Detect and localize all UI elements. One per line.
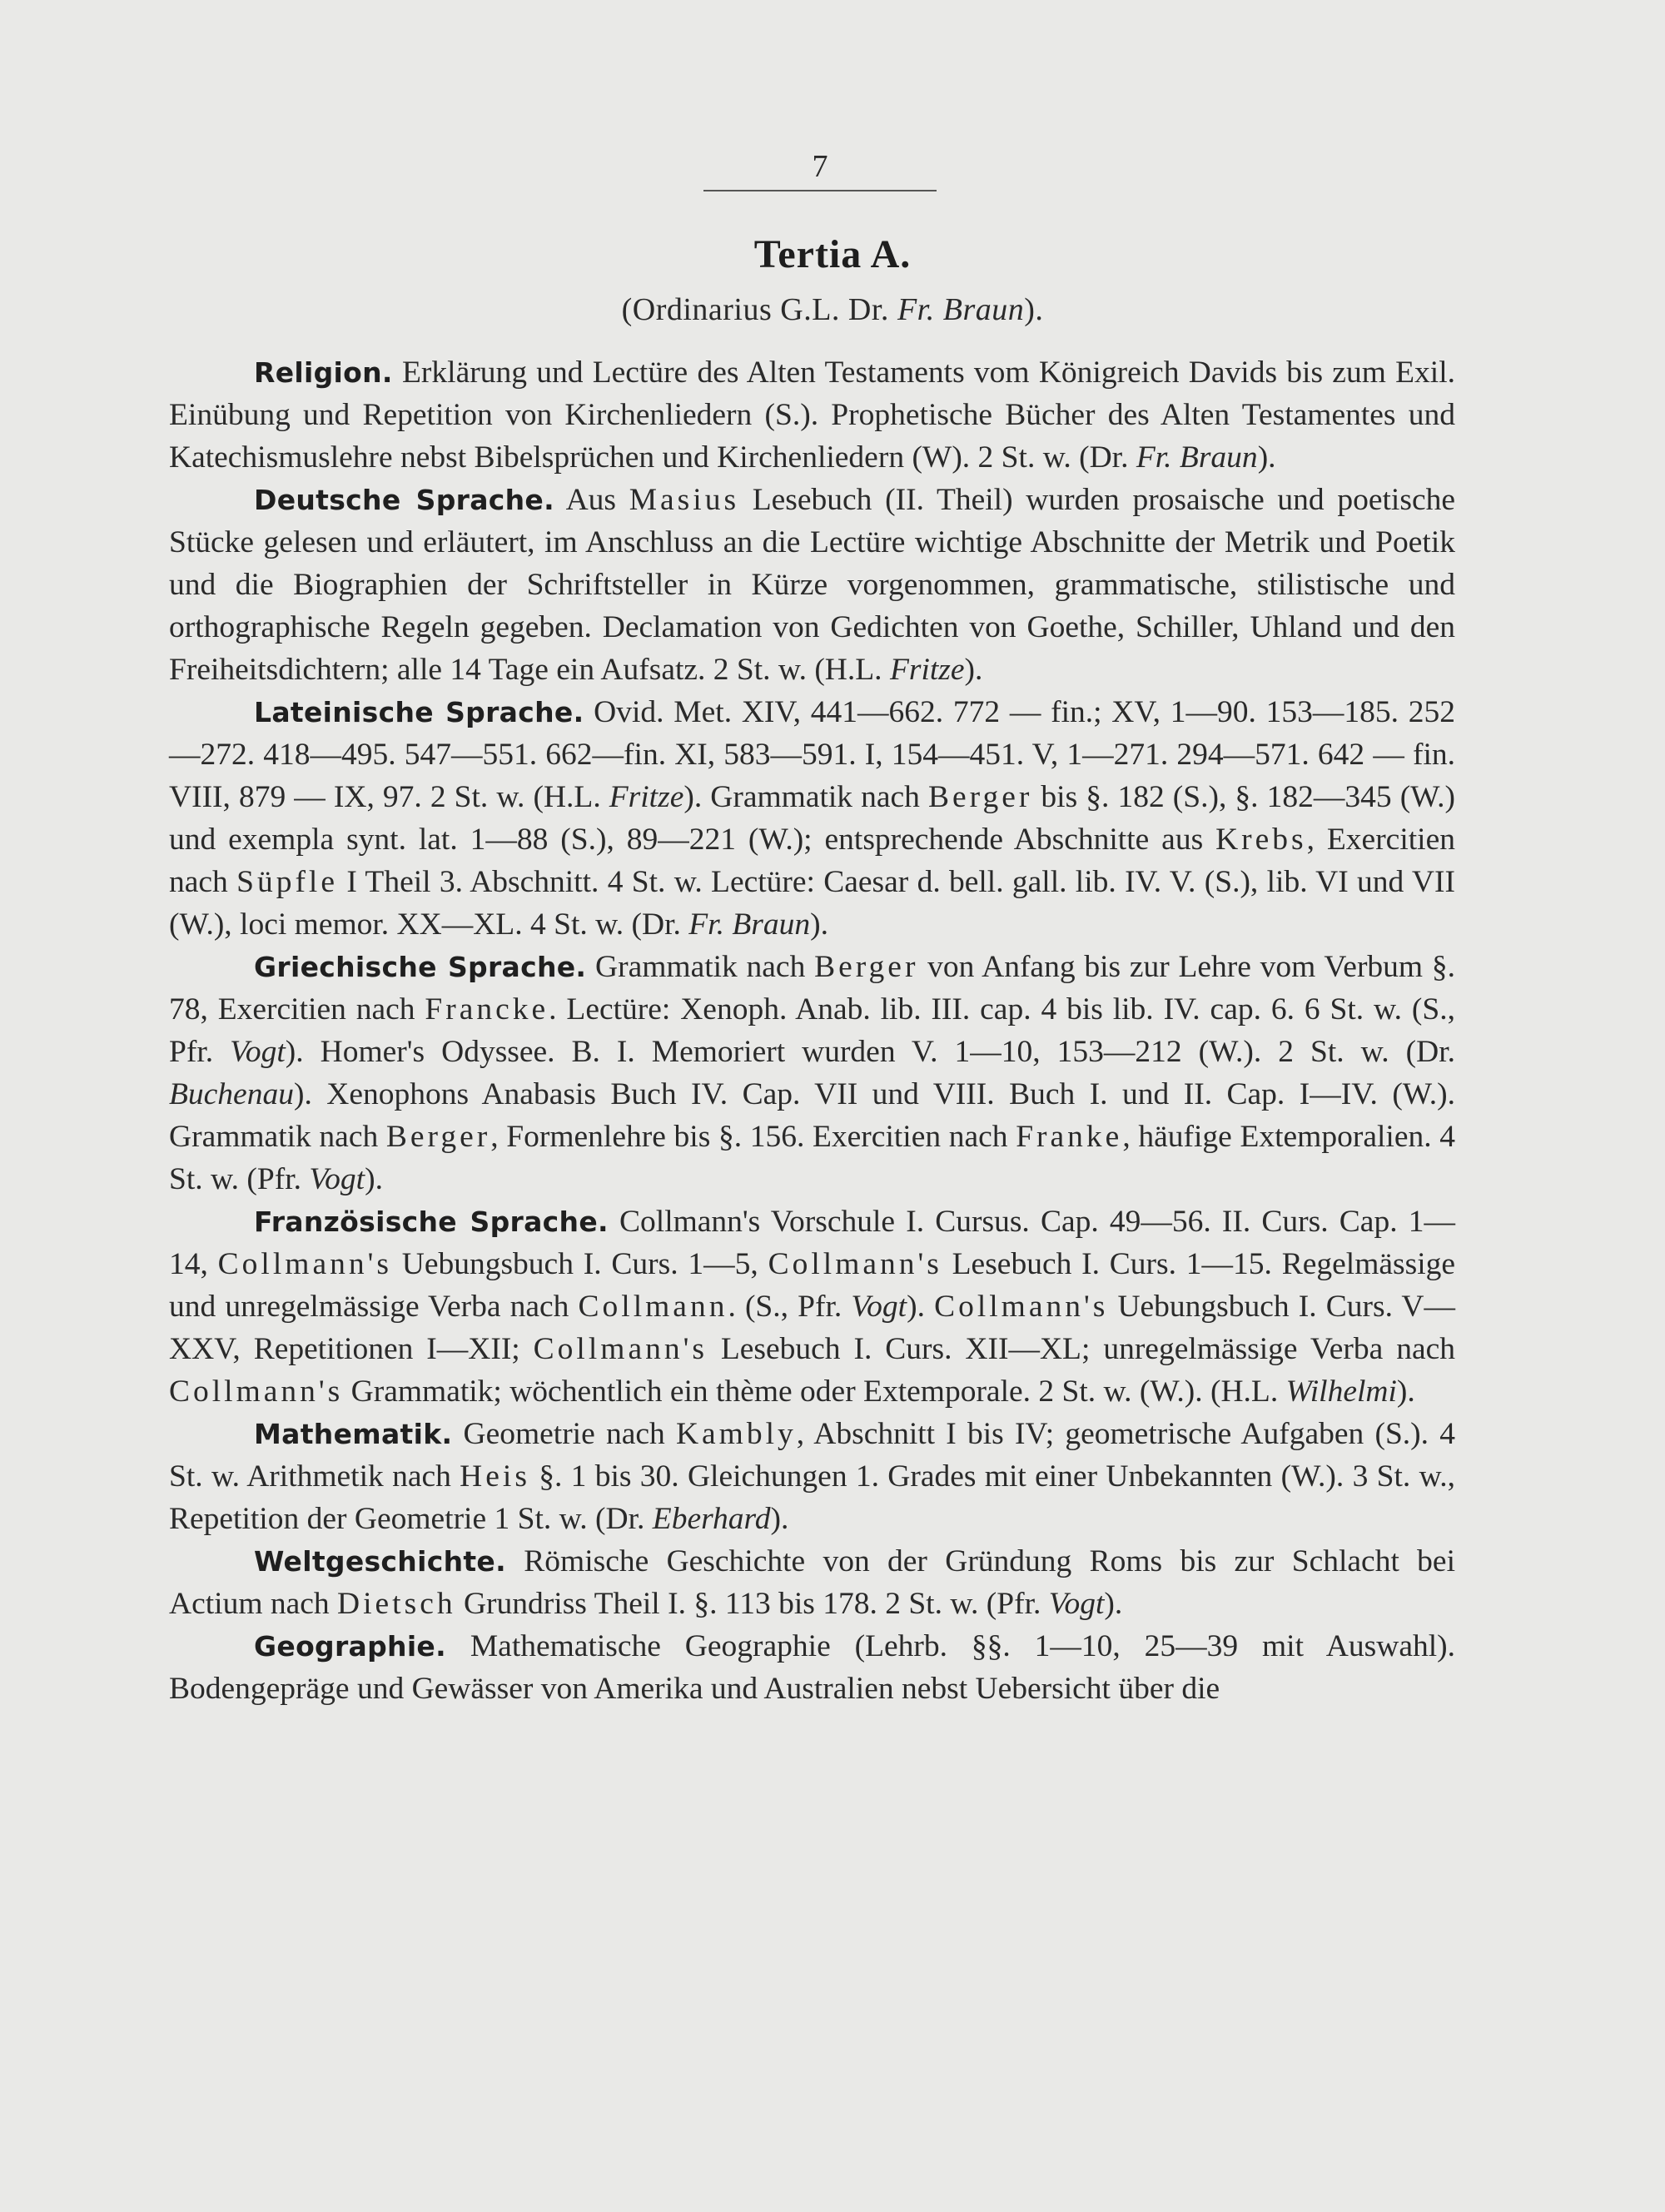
subtitle-prefix: (Ordinarius G.L. Dr. — [621, 292, 897, 327]
text-run: Aus — [554, 483, 629, 517]
text-run: §. 1 bis 30. Gleichungen 1. Grades mit einer Unbekannten (W.). 3 St. w., Repetition der Geometrie 1 St. w. (Dr. — [169, 1459, 1455, 1536]
text-run: . (S., Pfr. — [728, 1290, 852, 1324]
spaced-name: Berger — [928, 780, 1033, 814]
teacher-name: Eberhard — [652, 1502, 771, 1536]
paragraph-weltgeschichte — [169, 1540, 1455, 1625]
text-run: , Exercitien nach — [169, 823, 1455, 899]
text-run: Grundriss Theil I. §. 113 bis 178. 2 St. w. (Pfr. — [455, 1587, 1049, 1621]
paragraph-griechisch — [169, 946, 1455, 1200]
spaced-name: Francke — [425, 992, 549, 1026]
text-run: ). Grammatik nach — [683, 780, 928, 814]
teacher-name: Vogt — [230, 1035, 286, 1069]
text-run: Mathematische Geographie (Lehrb. §§. 1—10, 25—39 mit Auswahl). Bodengepräge und Gewässer von Amerika und Australien nebst Uebersicht über die — [169, 1629, 1455, 1706]
text-run: ). — [1257, 440, 1276, 475]
paragraph-geographie — [169, 1625, 1455, 1710]
text-run: ). — [365, 1162, 383, 1196]
teacher-name: Fr. Braun — [688, 907, 811, 942]
section-title: Tertia A. — [753, 232, 912, 276]
spaced-name: Berger — [385, 1120, 491, 1154]
section-subtitle — [0, 291, 1665, 328]
spaced-name: Süpfle — [236, 865, 339, 899]
text-run: I Theil 3. Abschnitt. 4 St. w. Lectüre: Caesar d. bell. gall. lib. IV. V. (S.), lib. VI und VII (W.), loci memor. XX—XL. 4 St. w. (Dr. — [169, 865, 1455, 942]
text-run: . Lectüre: Xenoph. Anab. lib. III. cap. 4 bis lib. IV. cap. 6. 6 St. w. (S., Pfr. — [169, 992, 1455, 1069]
text-run: Lesebuch I. Curs. XII—XL; unregelmässige Verba nach — [707, 1332, 1455, 1366]
spaced-name: Kambly — [675, 1417, 797, 1451]
spaced-name: Krebs — [1215, 823, 1307, 857]
text-run: ). Homer's Odyssee. B. I. Memoriert wurden V. 1—10, 153—212 (W.). 2 St. w. (Dr. — [285, 1035, 1455, 1069]
text-run: ). — [1396, 1374, 1415, 1409]
header-rule — [703, 190, 937, 191]
teacher-name: Fr. Braun — [1136, 440, 1258, 475]
text-run: , Formenlehre bis §. 156. Exercitien nach — [490, 1120, 1016, 1154]
text-run: , häufige Extemporalien. 4 St. w. (Pfr. — [169, 1120, 1455, 1196]
subject-heading: Geographie. — [254, 1630, 446, 1663]
text-run: Grammatik; wöchentlich ein thème oder Extemporale. 2 St. w. (W.). (H.L. — [343, 1374, 1286, 1409]
spaced-name: Berger — [814, 950, 919, 984]
teacher-name: Buchenau — [169, 1077, 294, 1111]
text-run: Römische Geschichte von der Gründung Roms bis zur Schlacht bei Actium nach — [169, 1544, 1455, 1621]
teacher-name: Wilhelmi — [1285, 1374, 1397, 1409]
text-run: ). — [964, 653, 983, 687]
spaced-name: Collmann — [578, 1290, 728, 1324]
spaced-name: Collmann's — [217, 1247, 392, 1281]
text-run: ). — [1104, 1587, 1123, 1621]
spaced-name: Heis — [460, 1459, 530, 1494]
subject-heading: Französische Sprache. — [254, 1205, 609, 1238]
spaced-name: Collmann's — [533, 1332, 708, 1366]
text-run: Lesebuch I. Curs. 1—15. Regelmässige und unregelmässige Verba nach — [169, 1247, 1456, 1324]
text-run: ). — [810, 907, 828, 942]
paragraph-religion — [169, 351, 1455, 479]
subtitle-suffix: ). — [1024, 292, 1044, 327]
paragraph-franzoesisch — [169, 1200, 1455, 1413]
text-run: Ovid. Met. XIV, 441—662. 772 — fin.; XV, 1—90. 153—185. 252—272. 418—495. 547—551. 662—fin. XI, 583—591. I, 154—451. V, 1—271. 294—571. 642 — fin. VIII, 879 — IX, 97. 2 St. w. (H.L. — [169, 695, 1455, 814]
spaced-name: Dietsch — [337, 1587, 456, 1621]
text-run: ). — [770, 1502, 789, 1536]
spaced-name: Collmann's — [934, 1290, 1109, 1324]
subject-heading: Weltgeschichte. — [254, 1545, 506, 1578]
text-run: Lesebuch (II. Theil) wurden prosaische und poetische Stücke gelesen und erläutert, im Anschluss an die Lectüre wichtige Abschnitte der Metrik und Poetik und die Biographien der Schriftsteller in Kürze vorgenommen, grammatische, stilistische und orthographische Regeln gegeben. Declamation von Gedichten von Goethe, Schiller, Uhland und den Freiheitsdichtern; alle 14 Tage ein Aufsatz. 2 St. w. (H.L. — [169, 483, 1455, 687]
subject-heading: Lateinische Sprache. — [254, 696, 584, 728]
text-run: ). — [907, 1290, 935, 1324]
document-body — [169, 351, 1455, 1710]
spaced-name: Franke — [1016, 1120, 1123, 1154]
teacher-name: Vogt — [851, 1290, 907, 1324]
text-run: Collmann's Vorschule I. Cursus. Cap. 49—56. II. Curs. Cap. 1—14, — [169, 1205, 1455, 1281]
text-run: Grammatik nach — [586, 950, 815, 984]
text-run: Uebungsbuch I. Curs. V—XXV, Repetitionen I—XII; — [169, 1290, 1455, 1366]
spaced-name: Masius — [629, 483, 740, 517]
text-run: Geometrie nach — [452, 1417, 676, 1451]
teacher-name: Vogt — [1048, 1587, 1105, 1621]
paragraph-mathematik — [169, 1413, 1455, 1540]
subject-heading: Religion. — [254, 356, 393, 389]
paragraph-deutsch — [169, 479, 1455, 691]
text-run: bis §. 182 (S.), §. 182—345 (W.) und exempla synt. lat. 1—88 (S.), 89—221 (W.); entsprechende Abschnitte aus — [169, 780, 1455, 857]
spaced-name: Collmann's — [169, 1374, 344, 1409]
page-header — [703, 148, 937, 191]
subject-heading: Griechische Sprache. — [254, 951, 587, 983]
text-run: ). Xenophons Anabasis Buch IV. Cap. VII und VIII. Buch I. und II. Cap. I—IV. (W.). Grammatik nach — [169, 1077, 1455, 1154]
paragraph-latein — [169, 691, 1455, 946]
text-run: von Anfang bis zur Lehre vom Verbum §. 78, Exercitien nach — [169, 950, 1455, 1026]
teacher-name: Fritze — [889, 653, 965, 687]
text-run: Uebungsbuch I. Curs. 1—5, — [391, 1247, 768, 1281]
teacher-name: Fritze — [609, 780, 684, 814]
text-run: Erklärung und Lectüre des Alten Testaments vom Königreich Davids bis zum Exil. Einübung und Repetition von Kirchenliedern (S.). Prophetische Bücher des Alten Testamentes und Katechismuslehre nebst Bibelsprüchen und Kirchenliedern (W). 2 St. w. (Dr. — [169, 355, 1455, 475]
page-number: 7 — [812, 149, 828, 184]
subject-heading: Mathematik. — [254, 1418, 453, 1450]
spaced-name: Collmann's — [768, 1247, 942, 1281]
text-run: , Abschnitt I bis IV; geometrische Aufgaben (S.). 4 St. w. Arithmetik nach — [169, 1417, 1455, 1494]
subtitle-teacher: Fr. Braun — [897, 292, 1025, 327]
teacher-name: Vogt — [309, 1162, 365, 1196]
subject-heading: Deutsche Sprache. — [254, 484, 554, 516]
